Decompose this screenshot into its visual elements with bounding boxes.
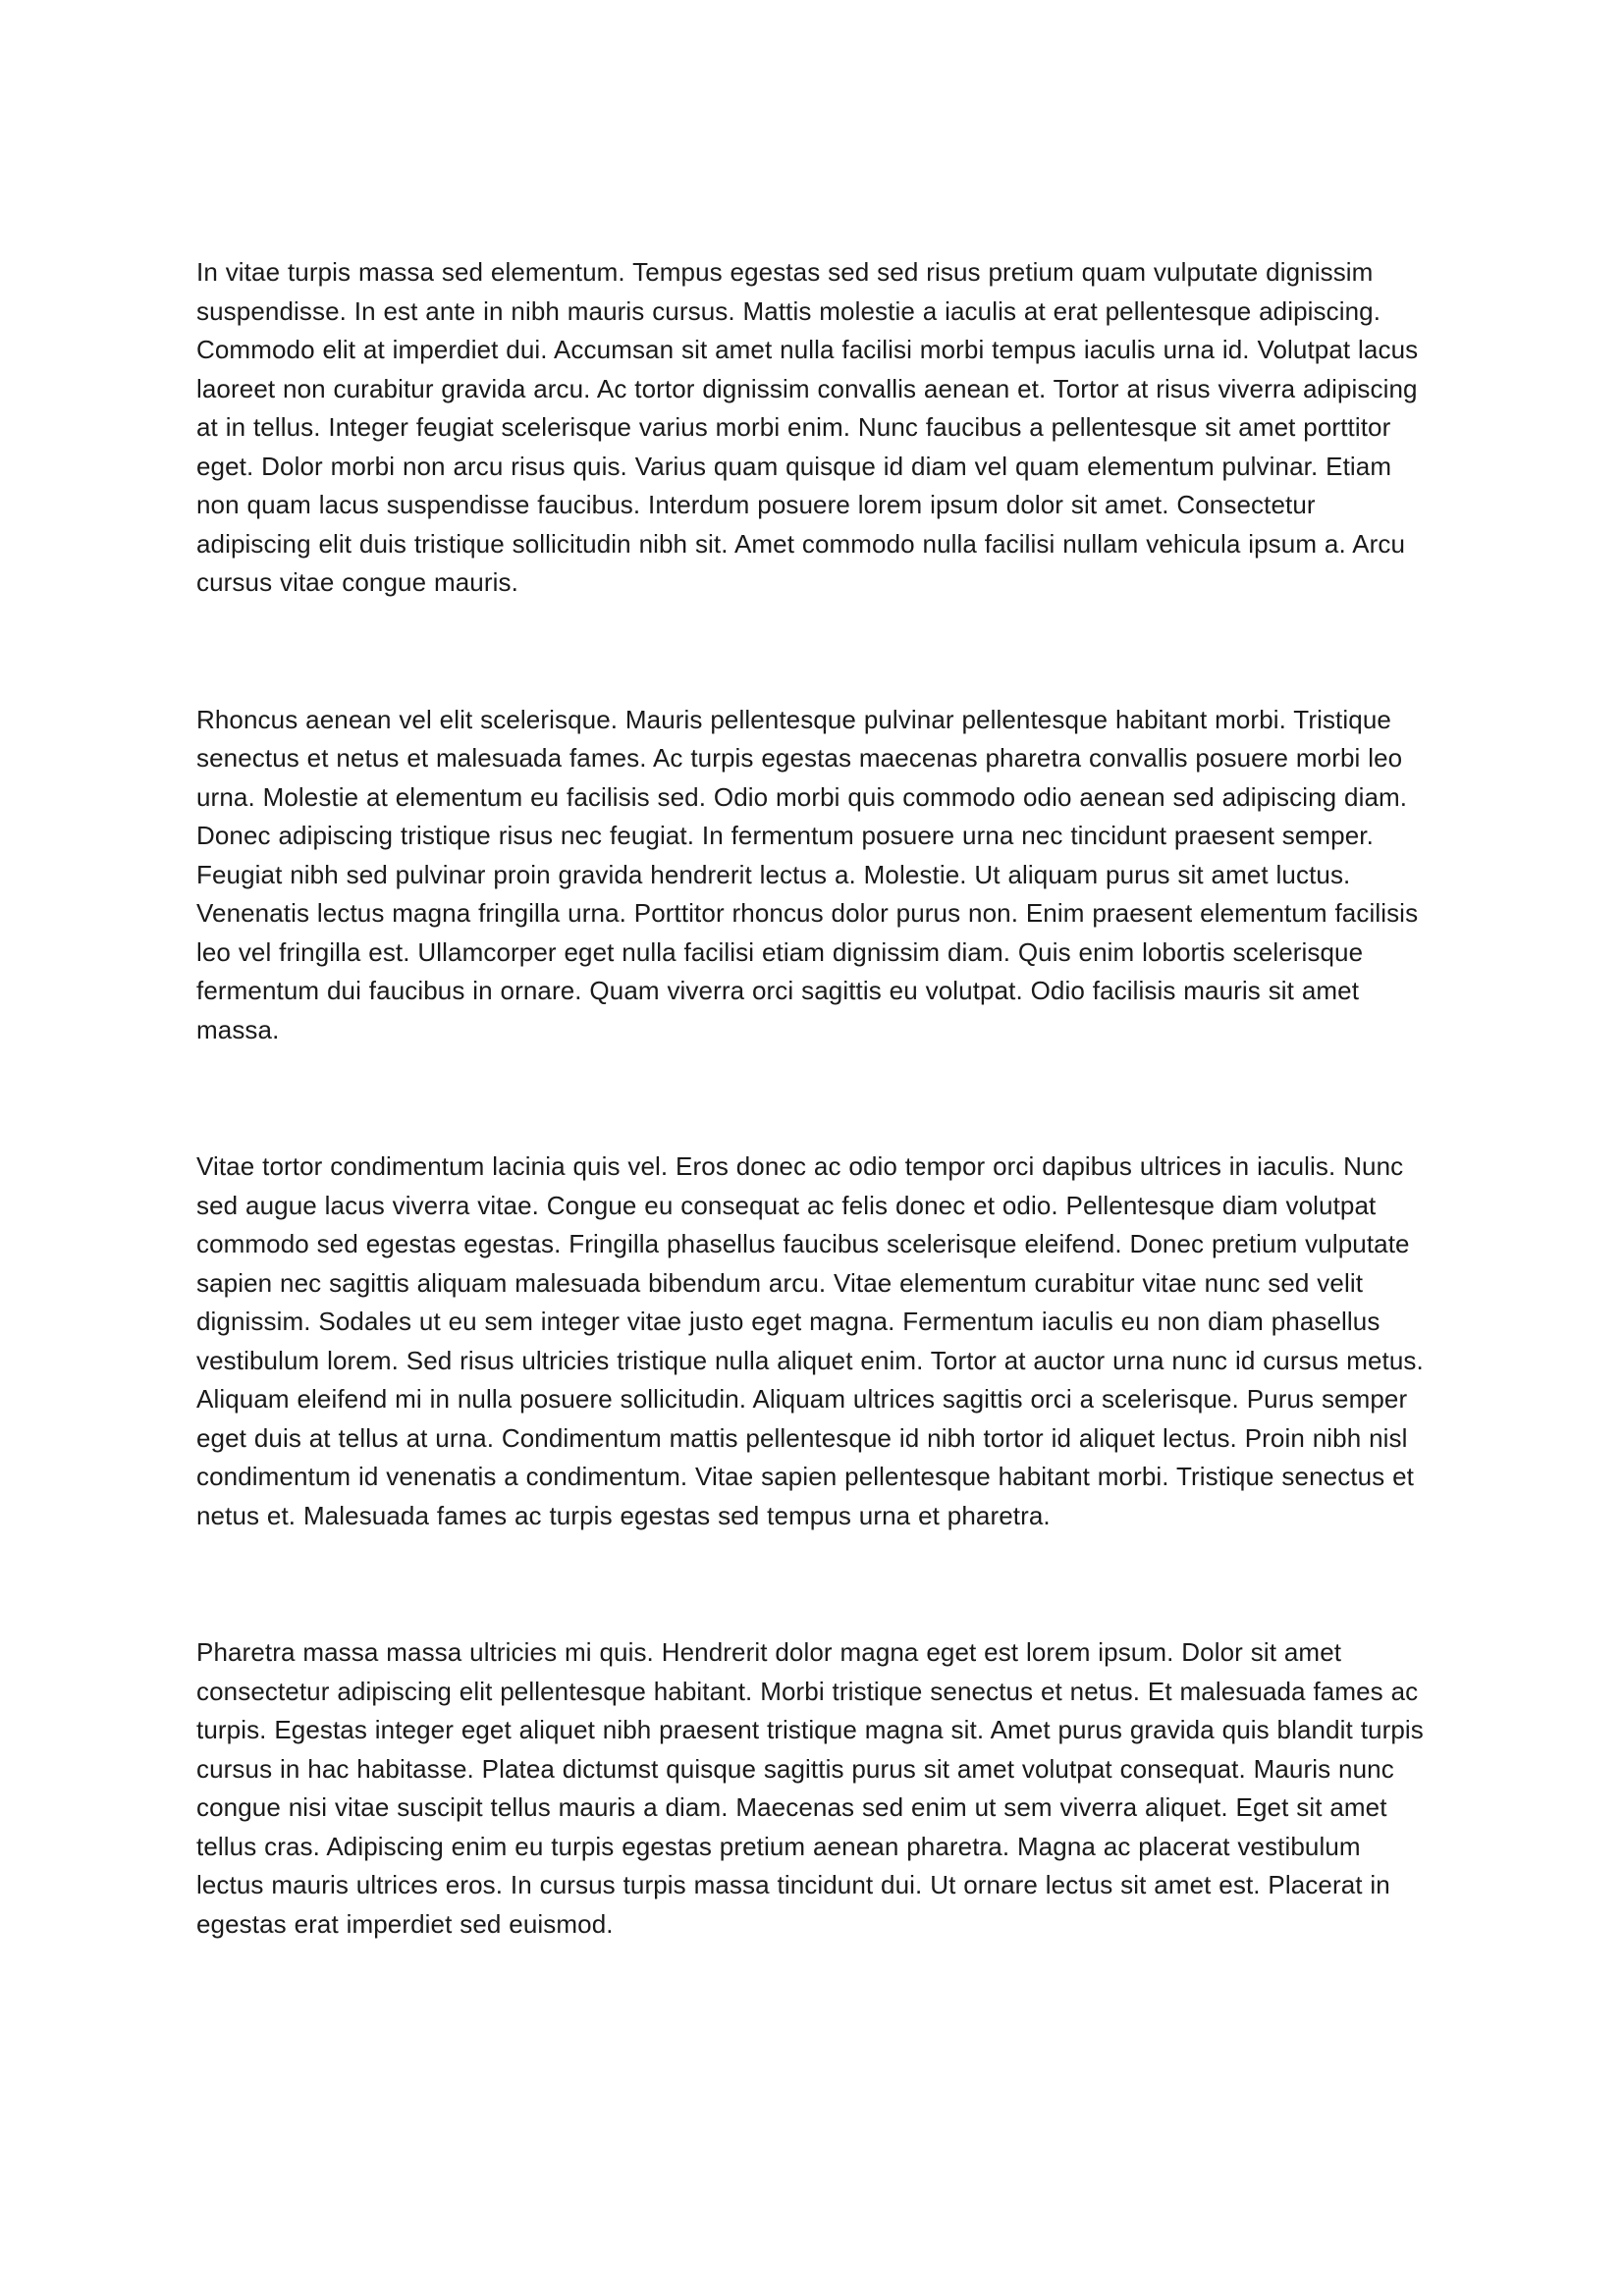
paragraph-2: Rhoncus aenean vel elit scelerisque. Mauris pellentesque pulvinar pellentesque habitant morbi. Tristique senectus et netus et malesuada fames. Ac turpis egestas maecenas pharetra convallis posuere morbi leo urna. Molestie at elementum eu facilisis sed. Odio morbi quis commodo odio aenean sed adipiscing diam. Donec adipiscing tristique risus nec feugiat. In fermentum posuere urna nec tincidunt praesent semper. Feugiat nibh sed pulvinar proin gravida hendrerit lectus a. Molestie. Ut aliquam purus sit amet luctus. Venenatis lectus magna fringilla urna. Porttitor rhoncus dolor purus non. Enim praesent elementum facilisis leo vel fringilla est. Ullamcorper eget nulla facilisi etiam dignissim diam. Quis enim lobortis scelerisque fermentum dui faucibus in ornare. Quam viverra orci sagittis eu volutpat. Odio facilisis mauris sit amet massa. [196,704,1419,1044]
paragraph-3: Vitae tortor condimentum lacinia quis vel. Eros donec ac odio tempor orci dapibus ultrices in iaculis. Nunc sed augue lacus viverra vitae. Congue eu consequat ac felis donec et odio. Pellentesque diam volutpat commodo sed egestas egestas. Fringilla phasellus faucibus scelerisque eleifend. Donec pretium vulputate sapien nec sagittis aliquam malesuada bibendum arcu. Vitae elementum curabitur vitae nunc sed velit dignissim. Sodales ut eu sem integer vitae justo eget magna. Fermentum iaculis eu non diam phasellus vestibulum lorem. Sed risus ultricies tristique nulla aliquet enim. Tortor at auctor urna nunc id cursus metus. Aliquam eleifend mi in nulla posuere sollicitudin. Aliquam ultrices sagittis orci a scelerisque. Purus semper eget duis at tellus at urna. Condimentum mattis pellentesque id nibh tortor id aliquet lectus. Proin nibh nisl condimentum id venenatis a condimentum. Vitae sapien pellentesque habitant morbi. Tristique senectus et netus et. Malesuada fames ac turpis egestas sed tempus urna et pharetra. [196,1151,1424,1530]
document-body [196,253,1428,1944]
paragraph-1: In vitae turpis massa sed elementum. Tempus egestas sed sed risus pretium quam vulputate dignissim suspendisse. In est ante in nibh mauris cursus. Mattis molestie a iaculis at erat pellentesque adipiscing. Commodo elit at imperdiet dui. Accumsan sit amet nulla facilisi morbi tempus iaculis urna id. Volutpat lacus laoreet non curabitur gravida arcu. Ac tortor dignissim convallis aenean et. Tortor at risus viverra adipiscing at in tellus. Integer feugiat scelerisque varius morbi enim. Nunc faucibus a pellentesque sit amet porttitor eget. Dolor morbi non arcu risus quis. Varius quam quisque id diam vel quam elementum pulvinar. Etiam non quam lacus suspendisse faucibus. Interdum posuere lorem ipsum dolor sit amet. Consectetur adipiscing elit duis tristique sollicitudin nibh sit. Amet commodo nulla facilisi nullam vehicula ipsum a. Arcu cursus vitae congue mauris. [196,257,1419,597]
paragraph-4: Pharetra massa massa ultricies mi quis. Hendrerit dolor magna eget est lorem ipsum. Dolor sit amet consectetur adipiscing elit pellentesque habitant. Morbi tristique senectus et netus. Et malesuada fames ac turpis. Egestas integer eget aliquet nibh praesent tristique magna sit. Amet purus gravida quis blandit turpis cursus in hac habitasse. Platea dictumst quisque sagittis purus sit amet volutpat consequat. Mauris nunc congue nisi vitae suscipit tellus mauris a diam. Maecenas sed enim ut sem viverra aliquet. Eget sit amet tellus cras. Adipiscing enim eu turpis egestas pretium aenean pharetra. Magna ac placerat vestibulum lectus mauris ultrices eros. In cursus turpis massa tincidunt dui. Ut ornare lectus sit amet est. Placerat in egestas erat imperdiet sed euismod. [196,1637,1424,1939]
